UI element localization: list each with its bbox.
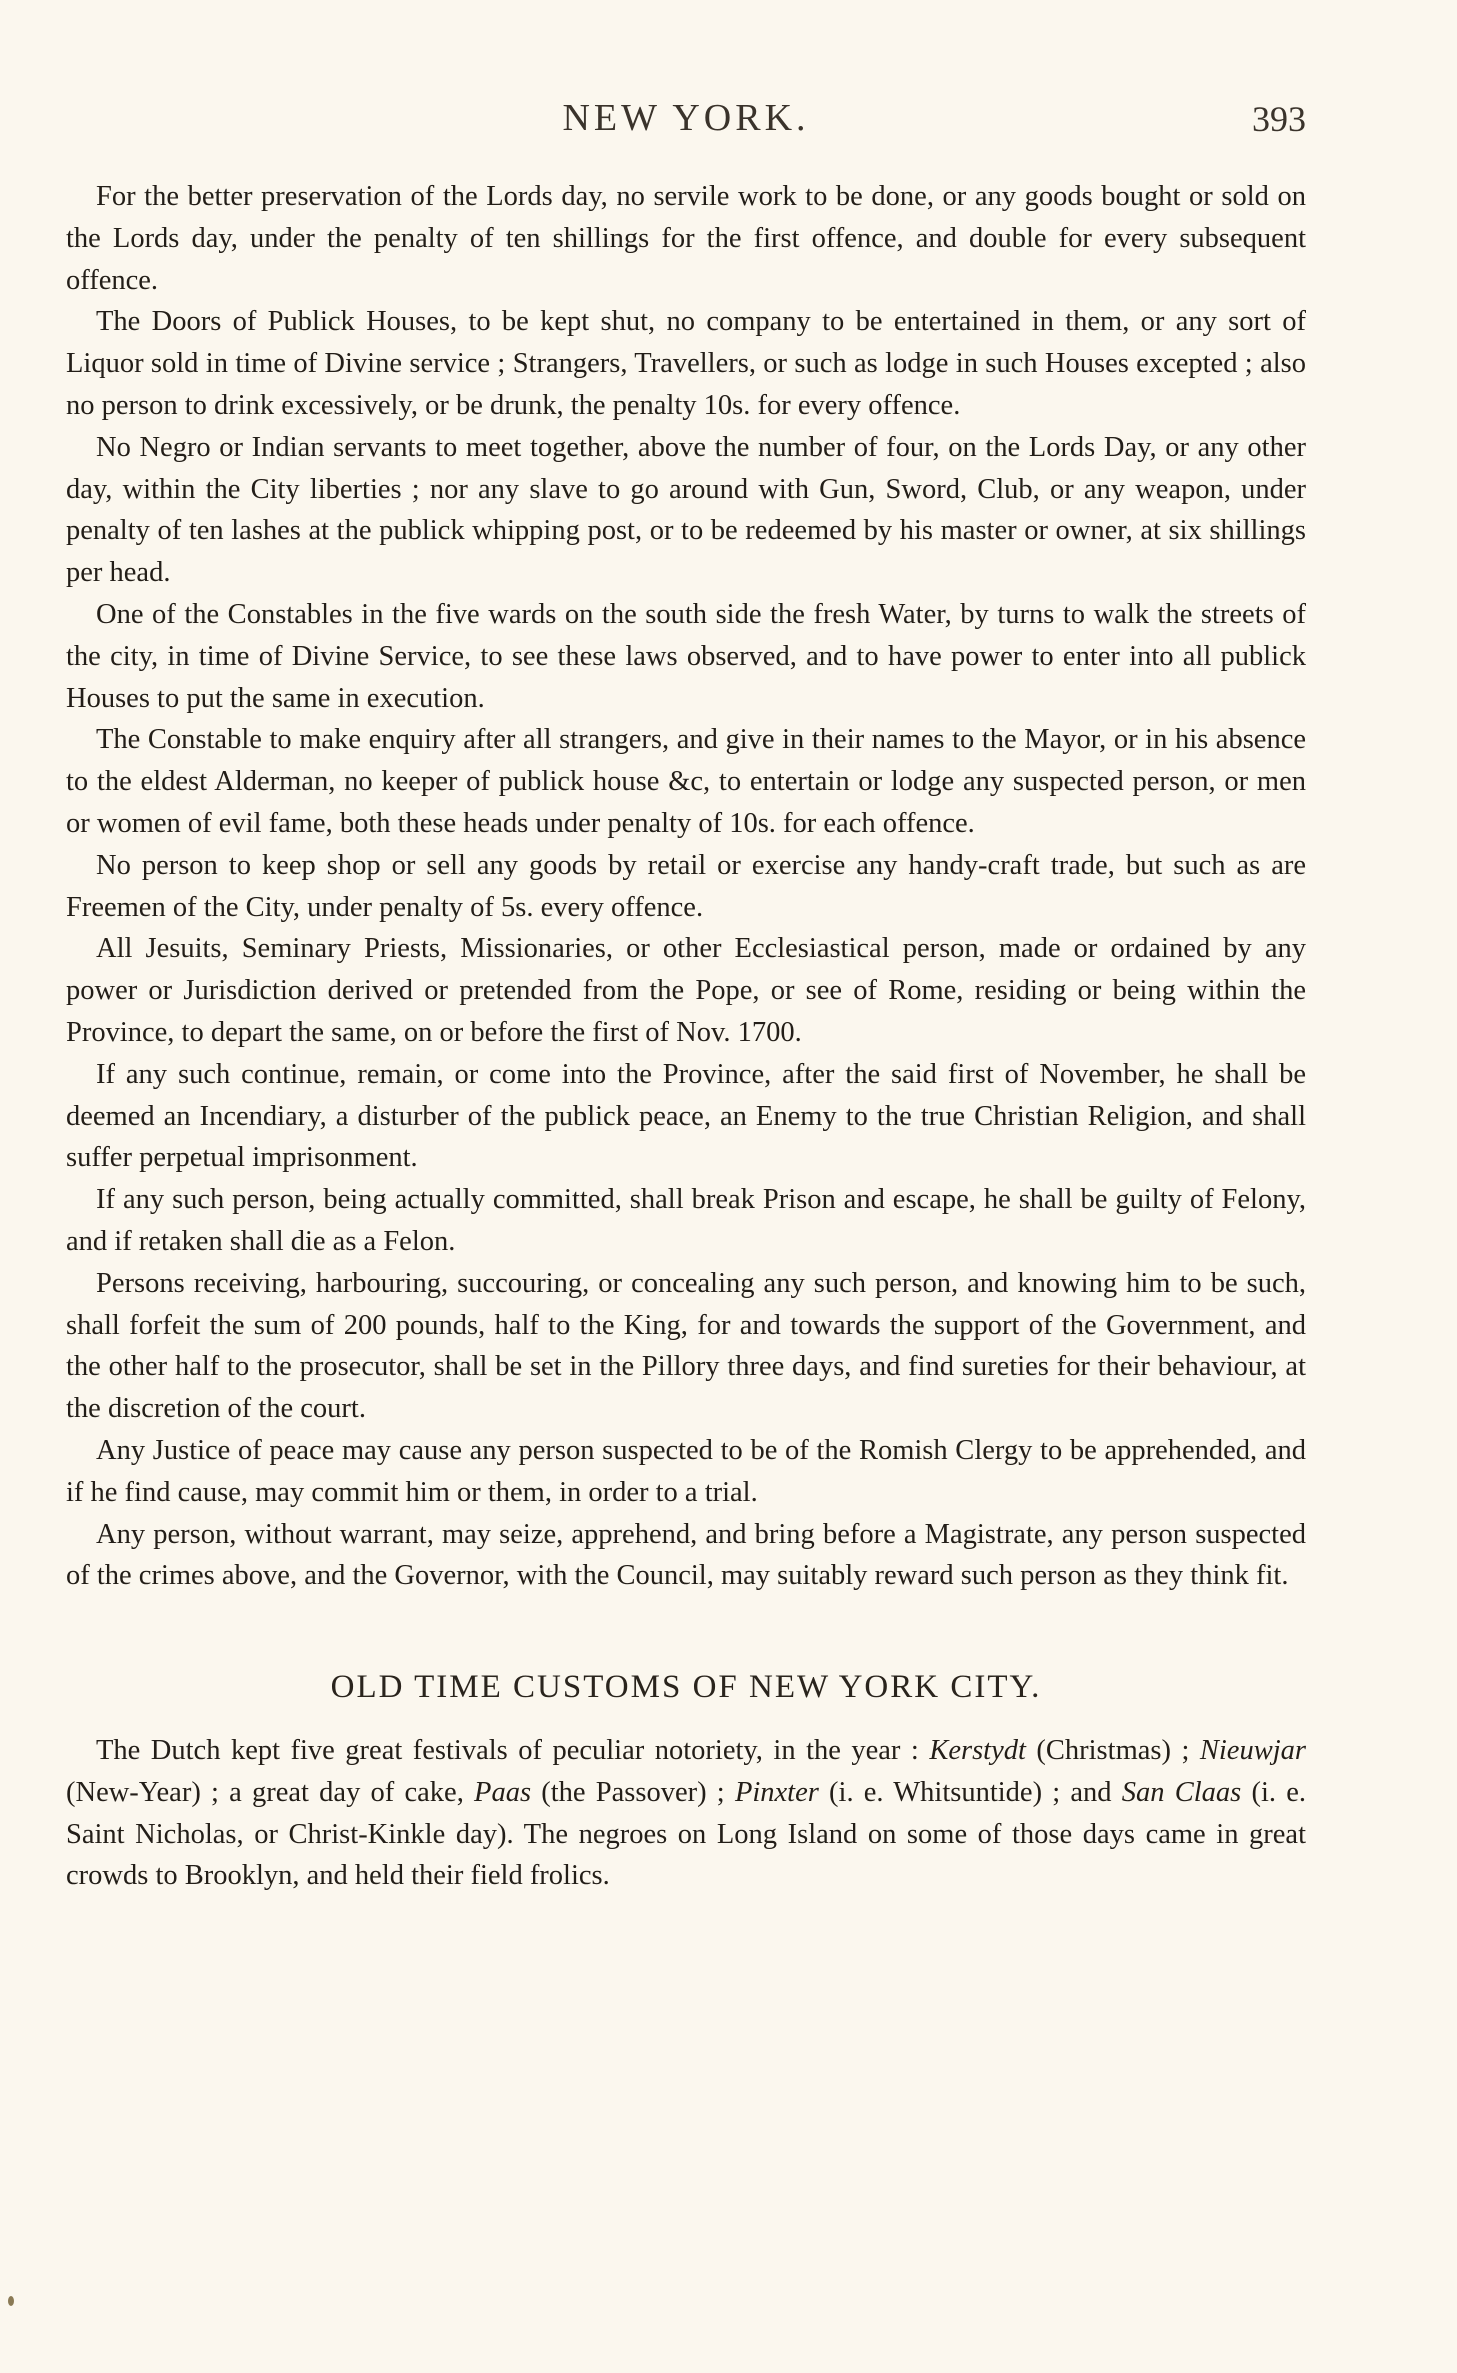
paragraph-harbouring: Persons receiving, harbouring, succouring, or concealing any such person, and knowing him to be such, shall forfeit the sum of 200 pounds, half to the King, for and towards the support of the Government, and the other half to the prosecutor, shall be set in the Pillory three days, and find sureties for their behaviour, at the discretion of the court. bbox=[66, 1267, 1306, 1425]
running-title: NEW YORK. bbox=[562, 97, 810, 139]
festival-gloss: (the Passover) ; bbox=[531, 1776, 735, 1808]
festival-gloss: (i. e. Saint Nicholas, or Christ-Kinkle day). The negroes on Long Island on some of those days came in great crowds to Brooklyn, and held their field frolics. bbox=[66, 1776, 1306, 1892]
customs-intro: The Dutch kept five great festivals of peculiar notoriety, in the year : bbox=[96, 1735, 930, 1767]
festival-gloss: (New-Year) ; a great day of cake, bbox=[66, 1776, 475, 1808]
festival-gloss: (Christmas) ; bbox=[1025, 1735, 1200, 1767]
paragraph-publick-houses: The Doors of Publick Houses, to be kept shut, no company to be entertained in them, or any sort of Liquor sold in time of Divine service ; Strangers, Travellers, or such as lodge in such Houses excepted ; also no person to drink excessively, or be drunk, the penalty 10s. for every offence. bbox=[66, 306, 1306, 421]
paragraph-constables: One of the Constables in the five wards on the south side the fresh Water, by turns to walk the streets of the city, in time of Divine Service, to see these laws observed, and to have power to enter into all publick Houses to put the same in execution. bbox=[66, 598, 1306, 714]
paragraph-incendiary: If any such continue, remain, or come into the Province, after the said first of November, he shall be deemed an Incendiary, a disturber of the publick peace, an Enemy to the true Christian Religion, and shall suffer perpetual imprisonment. bbox=[66, 1058, 1306, 1174]
festival-gloss: (i. e. Whitsuntide) ; and bbox=[818, 1776, 1122, 1808]
paragraph-shopkeeping: No person to keep shop or sell any goods by retail or exercise any handy-craft trade, but such as are Freemen of the City, under penalty of 5s. every offence. bbox=[66, 849, 1306, 923]
festival-term: Kerstydt bbox=[929, 1735, 1026, 1767]
book-page bbox=[66, 96, 1306, 2346]
margin-mark bbox=[8, 2296, 14, 2306]
paragraph-jesuits: All Jesuits, Seminary Priests, Missionaries, or other Ecclesiastical person, made or ordained by any power or Jurisdiction derived or pretended from the Pope, or see of Rome, residing or being within the Province, to depart the same, on or before the first of Nov. 1700. bbox=[66, 933, 1306, 1048]
paragraph-servants: No Negro or Indian servants to meet together, above the number of four, on the Lords Day, or any other day, within the City liberties ; nor any slave to go around with Gun, Sword, Club, or any weapon, under penalty of ten lashes at the publick whipping post, or to be redeemed by his master or owner, at six shillings per head. bbox=[66, 431, 1306, 589]
festival-term: Pinxter bbox=[734, 1776, 819, 1808]
paragraph-warrant: Any person, without warrant, may seize, apprehend, and bring before a Magistrate, any person suspected of the crimes above, and the Governor, with the Council, may suitably reward such person as they think fit. bbox=[66, 1518, 1306, 1592]
running-head bbox=[66, 96, 1306, 146]
paragraph-customs bbox=[66, 1730, 1306, 1897]
festival-term: San Claas bbox=[1121, 1776, 1242, 1808]
paragraph-strangers: The Constable to make enquiry after all strangers, and give in their names to the Mayor, or in his absence to the eldest Alderman, no keeper of publick house &c, to entertain or lodge any suspected person, or men or women of evil fame, both these heads under penalty of 10s. for each offence. bbox=[66, 724, 1306, 839]
paragraph-lords-day: For the better preservation of the Lords day, no servile work to be done, or any goods bought or sold on the Lords day, under the penalty of ten shillings for the first offence, and double for every subsequent offence. bbox=[66, 181, 1306, 296]
paragraph-felony: If any such person, being actually committed, shall break Prison and escape, he shall be guilty of Felony, and if retaken shall die as a Felon. bbox=[66, 1184, 1306, 1257]
section-heading: OLD TIME CUSTOMS OF NEW YORK CITY. bbox=[330, 1669, 1042, 1706]
festival-term: Nieuwjar bbox=[1199, 1735, 1306, 1767]
festival-term: Paas bbox=[474, 1776, 532, 1808]
laws-section bbox=[66, 176, 1306, 1597]
paragraph-justice: Any Justice of peace may cause any person suspected to be of the Romish Clergy to be apprehended, and if he find cause, may commit him or them, in order to a trial. bbox=[66, 1434, 1306, 1508]
page-number: 393 bbox=[1252, 99, 1306, 139]
